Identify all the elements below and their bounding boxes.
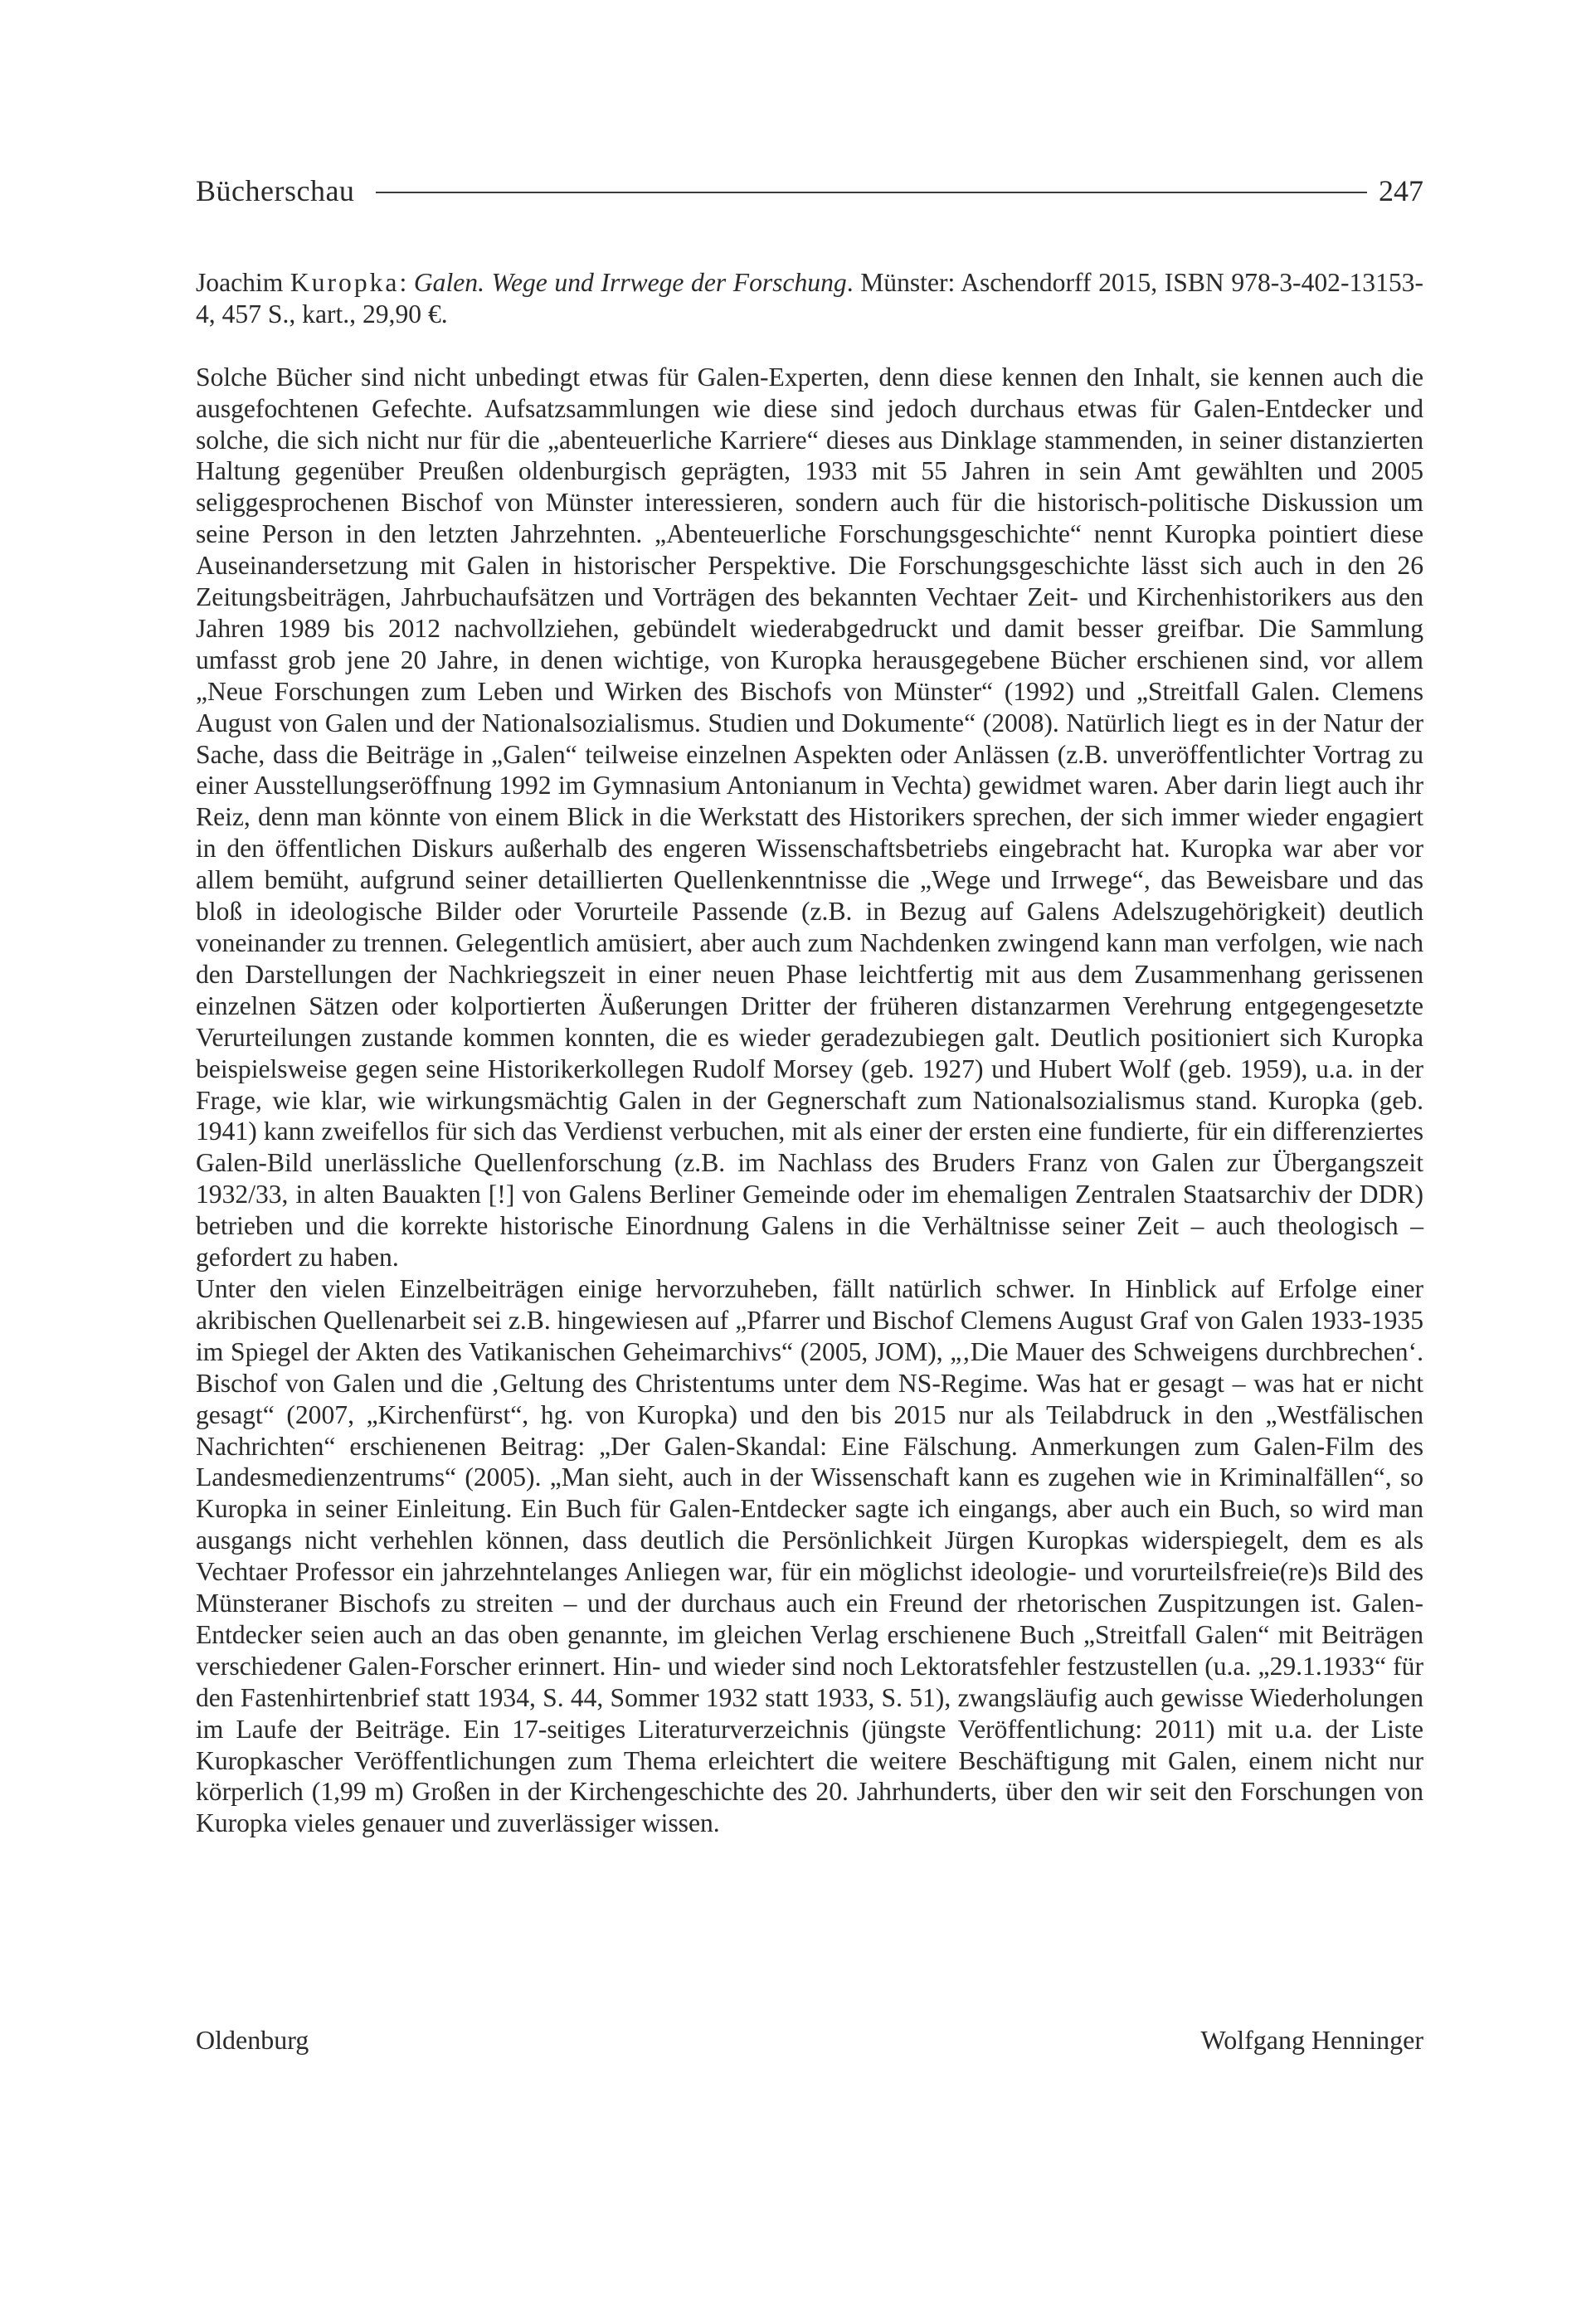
citation-separator: : xyxy=(399,268,414,297)
book-citation xyxy=(196,267,1423,330)
running-title: Bücherschau xyxy=(196,174,355,207)
book-title: Galen. Wege und Irrwege der Forschung xyxy=(413,268,847,297)
author-first-name: Joachim xyxy=(196,268,284,297)
signature-line xyxy=(196,2025,1423,2056)
reviewer-name: Wolfgang Henninger xyxy=(1200,2025,1423,2055)
publication-details: . Münster: Aschendorff 2015, ISBN 978-3-402-13153-4, 457 S., kart., 29,90 €. xyxy=(196,268,1423,328)
place: Oldenburg xyxy=(196,2025,309,2055)
review-content xyxy=(196,267,1423,1839)
author-last-name: Kuropka xyxy=(290,268,400,297)
review-paragraph: Solche Bücher sind nicht unbedingt etwas für Galen-Experten, denn diese kennen den Inhalt, sie kennen auch die ausgefochtenen Gefechte. Aufsatzsammlungen wie diese sind jedoch durchaus etwas für Galen-Entdecker und solche, die sich nicht nur für die „abenteuerliche Karriere“ dieses aus Dinklage stammenden, in seiner distanzierten Haltung gegenüber Preußen oldenburgisch geprägten, 1933 mit 55 Jahren in sein Amt gewählten und 2005 seliggesprochenen Bischof von Münster interessieren, sondern auch für die historisch-politische Diskussion um seine Person in den letzten Jahrzehnten. „Abenteuerliche Forschungsgeschichte“ nennt Kuropka pointiert diese Auseinandersetzung mit Galen in historischer Perspektive. Die Forschungsgeschichte lässt sich auch in den 26 Zeitungsbeiträgen, Jahrbuchaufsätzen und Vorträgen des bekannten Vechtaer Zeit- und Kirchenhistorikers aus den Jahren 1989 bis 2012 nachvollziehen, gebündelt wiederabgedruckt und damit besser greifbar. Die Sammlung umfasst grob jene 20 Jahre, in denen wichtige, von Kuropka herausgegebene Bücher erschienen sind, vor allem „Neue Forschungen zum Leben und Wirken des Bischofs von Münster“ (1992) und „Streitfall Galen. Clemens August von Galen und der Nationalsozialismus. Studien und Dokumente“ (2008). Natürlich liegt es in der Natur der Sache, dass die Beiträge in „Galen“ teilweise einzelnen Aspekten oder Anlässen (z.B. unveröffentlichter Vortrag zu einer Ausstellungseröffnung 1992 im Gymnasium Antonianum in Vechta) gewidmet waren. Aber darin liegt auch ihr Reiz, denn man könnte von einem Blick in die Werkstatt des Historikers sprechen, der sich immer wieder engagiert in den öffentlichen Diskurs außerhalb des engeren Wissenschaftsbetriebs eingebracht hat. Kuropka war aber vor allem bemüht, aufgrund seiner detaillierten Quellenkenntnisse die „Wege und Irrwege“, das Beweisbare und das bloß in ideologische Bilder oder Vorurteile Passende (z.B. in Bezug auf Galens Adelszugehörigkeit) deutlich voneinander zu trennen. Gelegentlich amüsiert, aber auch zum Nachdenken zwingend kann man verfolgen, wie nach den Darstellungen der Nachkriegszeit in einer neuen Phase leichtfertig mit aus dem Zusammenhang gerissenen einzelnen Sätzen oder kolportierten Äußerungen Dritter der früheren distanzarmen Verehrung entgegengesetzte Verurteilungen zustande kommen konnten, die es wieder geradezubiegen galt. Deutlich positioniert sich Kuropka beispielsweise gegen seine Historikerkollegen Rudolf Morsey (geb. 1927) und Hubert Wolf (geb. 1959), u.a. in der Frage, wie klar, wie wirkungsmächtig Galen in der Gegnerschaft zum Nationalsozialismus stand. Kuropka (geb. 1941) kann zweifellos für sich das Verdienst verbuchen, mit als einer der ersten eine fundierte, für ein differenziertes Galen-Bild unerlässliche Quellenforschung (z.B. im Nachlass des Bruders Franz von Galen zur Übergangszeit 1932/33, in alten Bauakten [!] von Galens Berliner Gemeinde oder im ehemaligen Zentralen Staatsarchiv der DDR) betrieben und die korrekte historische Einordnung Galens in die Verhältnisse seiner Zeit – auch theologisch – gefordert zu haben. xyxy=(196,362,1423,1273)
review-body xyxy=(196,362,1423,1840)
header-rule xyxy=(376,192,1367,193)
running-header xyxy=(196,168,1423,213)
review-paragraph: Unter den vielen Einzelbeiträgen einige hervorzuheben, fällt natürlich schwer. In Hinblick auf Erfolge einer akribischen Quellenarbeit sei z.B. hingewiesen auf „Pfarrer und Bischof Clemens August Graf von Galen 1933-1935 im Spiegel der Akten des Vatikanischen Geheimarchivs“ (2005, JOM), „‚Die Mauer des Schweigens durchbrechen‘. Bischof von Galen und die ‚Geltung des Christentums unter dem NS-Regime. Was hat er gesagt – was hat er nicht gesagt“ (2007, „Kirchenfürst“, hg. von Kuropka) und den bis 2015 nur als Teilabdruck in den „Westfälischen Nachrichten“ erschienenen Beitrag: „Der Galen-Skandal: Eine Fälschung. Anmerkungen zum Galen-Film des Landesmedienzentrums“ (2005). „Man sieht, auch in der Wissenschaft kann es zugehen wie in Kriminalfällen“, so Kuropka in seiner Einleitung. Ein Buch für Galen-Entdecker sagte ich eingangs, aber auch ein Buch, so wird man ausgangs nicht verhehlen können, dass deutlich die Persönlichkeit Jürgen Kuropkas widerspiegelt, dem es als Vechtaer Professor ein jahrzehntelanges Anliegen war, für ein möglichst ideologie- und vorurteilsfreie(re)s Bild des Münsteraner Bischofs zu streiten – und der durchaus auch ein Freund der rhetorischen Zuspitzungen ist. Galen-Entdecker seien auch an das oben genannte, im gleichen Verlag erschienene Buch „Streitfall Galen“ mit Beiträgen verschiedener Galen-Forscher erinnert. Hin- und wieder sind noch Lektoratsfehler festzustellen (u.a. „29.1.1933“ für den Fastenhirtenbrief statt 1934, S. 44, Sommer 1932 statt 1933, S. 51), zwangsläufig auch gewisse Wiederholungen im Laufe der Beiträge. Ein 17-seitiges Literaturverzeichnis (jüngste Veröffentlichung: 2011) mit u.a. der Liste Kuropkascher Veröffentlichungen zum Thema erleichtert die weitere Beschäftigung mit Galen, einem nicht nur körperlich (1,99 m) Großen in der Kirchengeschichte des 20. Jahrhunderts, über den wir seit den Forschungen von Kuropka vieles genauer und zuverlässiger wissen. xyxy=(196,1273,1423,1838)
page-number: 247 xyxy=(1379,174,1423,207)
